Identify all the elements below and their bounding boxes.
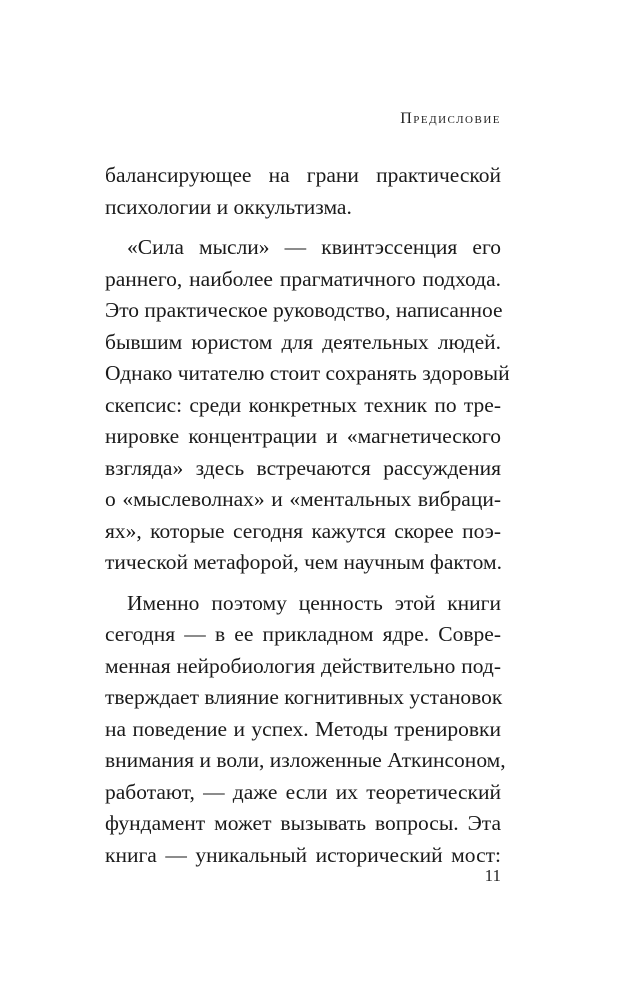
text-line: тической метафорой, чем научным фактом. xyxy=(105,550,502,574)
text-line: сегодня — в ее прикладном ядре. Совре- xyxy=(105,622,501,646)
text-line: «Сила мысли» — квинтэссенция его xyxy=(127,235,501,259)
text-line: менная нейробиология действительно под- xyxy=(105,653,501,678)
paragraph xyxy=(105,232,510,579)
running-head: Предисловие xyxy=(400,110,501,127)
text-line: Это практическое руководство, написанное xyxy=(105,298,503,322)
paragraph xyxy=(105,160,501,223)
text-line: фундамент может вызывать вопросы. Эта xyxy=(105,811,501,835)
text-line: нировке концентрации и «магнетического xyxy=(105,424,501,448)
paragraph xyxy=(105,588,506,872)
text-line: Однако читателю стоит сохранять здоровый xyxy=(105,361,510,385)
text-line: на поведение и успех. Методы тренировки xyxy=(105,716,501,741)
body-text xyxy=(105,160,510,871)
text-line: балансирующее на грани практической xyxy=(105,163,501,187)
page-number: 11 xyxy=(484,866,501,885)
text-line: Именно поэтому ценность этой книги xyxy=(127,590,501,615)
text-line: взгляда» здесь встречаются рассуждения xyxy=(105,455,501,480)
text-line: внимания и воли, изложенные Аткинсоном, xyxy=(105,748,506,772)
text-line: работают, — даже если их теоретический xyxy=(105,779,501,804)
text-line: психологии и оккультизма. xyxy=(105,194,352,219)
text-line: о «мыслеволнах» и «ментальных вибраци- xyxy=(105,487,501,511)
text-line: скепсис: среди конкретных техник по тре- xyxy=(105,392,501,417)
text-line: раннего, наиболее прагматичного подхода. xyxy=(105,266,501,291)
text-line: бывшим юристом для деятельных людей. xyxy=(105,329,501,354)
text-line: ях», которые сегодня кажутся скорее поэ- xyxy=(105,518,501,543)
text-line: книга — уникальный исторический мост: xyxy=(105,842,501,867)
text-line: тверждает влияние когнитивных установок xyxy=(105,685,503,709)
